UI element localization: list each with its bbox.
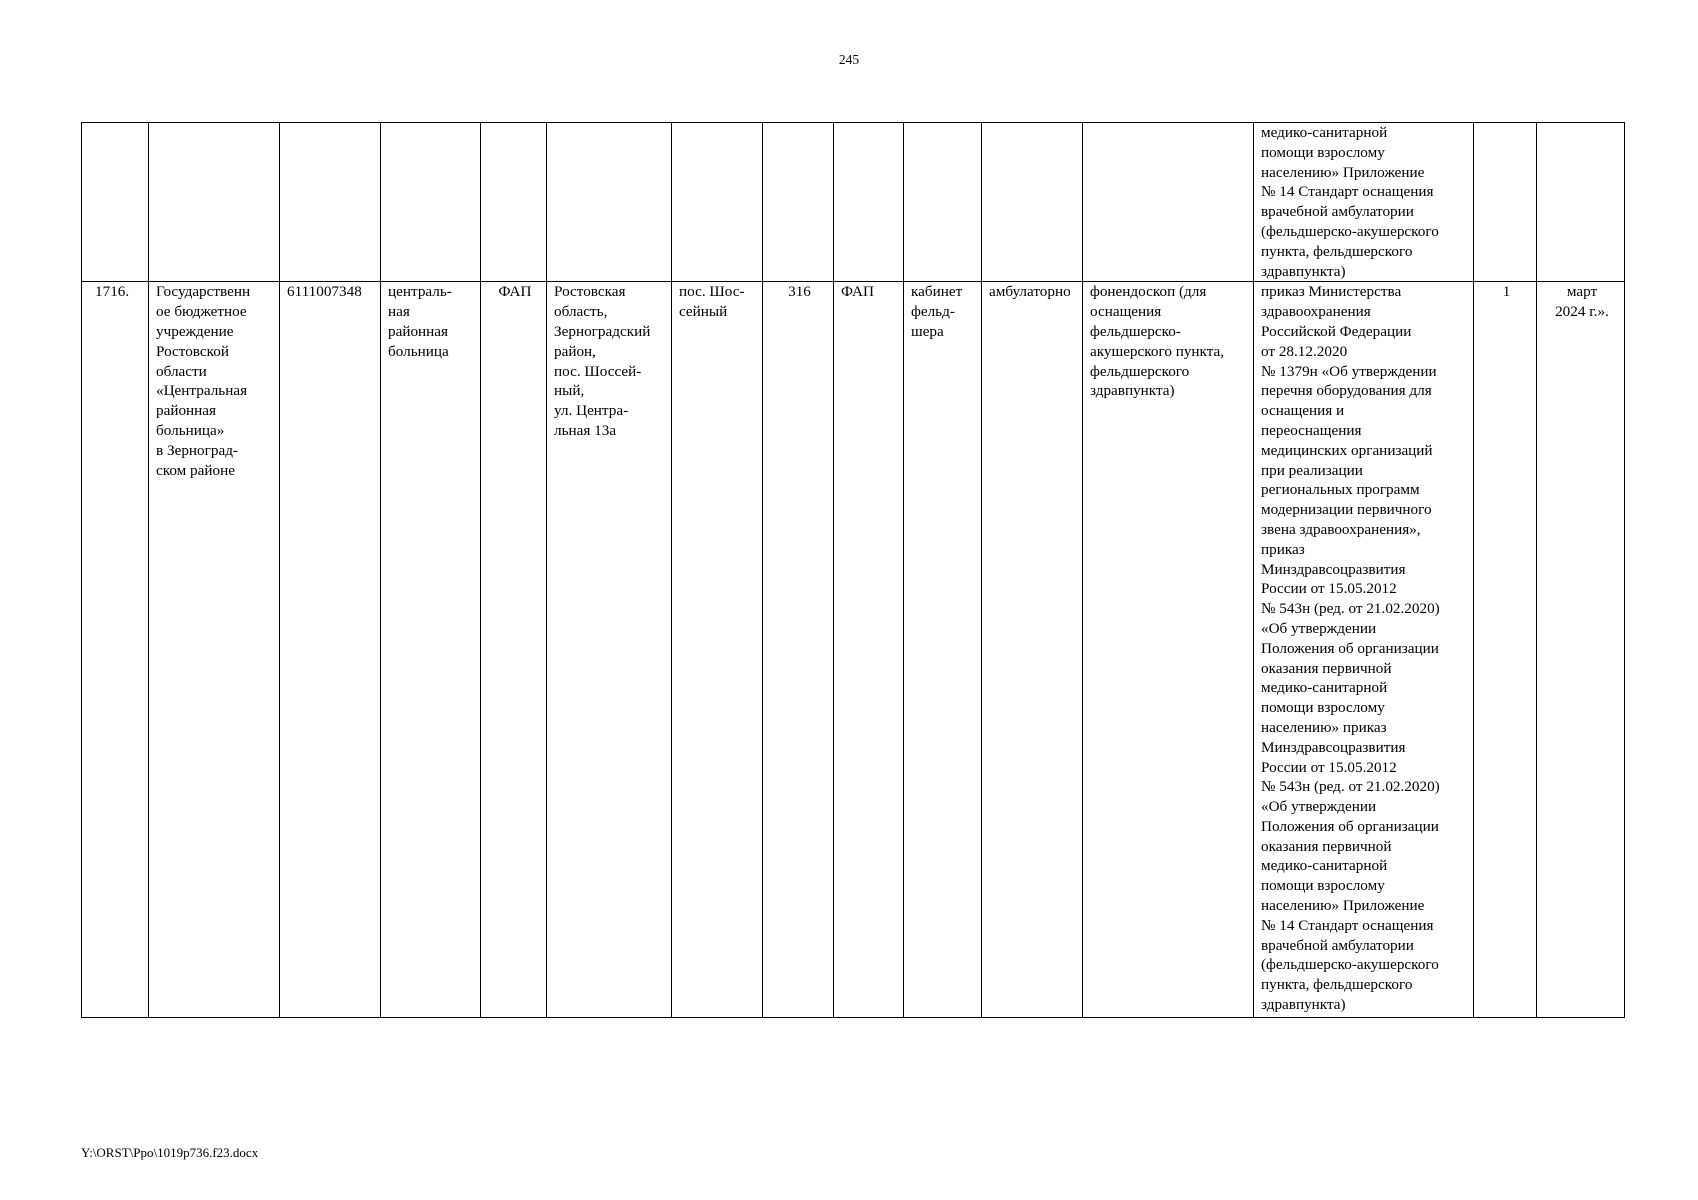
cell-unit bbox=[481, 282, 547, 1018]
cell-quantity bbox=[1474, 282, 1537, 1018]
care-form: амбулаторно bbox=[989, 283, 1071, 301]
population-value: 316 bbox=[788, 283, 811, 301]
cell-empty bbox=[763, 123, 834, 282]
cell-basis bbox=[1254, 282, 1474, 1018]
quantity-value: 1 bbox=[1502, 283, 1511, 301]
row-number: 1716. bbox=[95, 283, 130, 301]
cell-empty bbox=[834, 123, 904, 282]
settlement-name: пос. Шос- сейный bbox=[679, 283, 745, 321]
cell-equipment bbox=[1083, 282, 1254, 1018]
cell-empty bbox=[381, 123, 481, 282]
cell-empty bbox=[1474, 123, 1537, 282]
equipment-table bbox=[81, 122, 1625, 1018]
cell-empty bbox=[672, 123, 763, 282]
cell-population bbox=[763, 282, 834, 1018]
cell-basis-continued bbox=[1254, 123, 1474, 282]
cell-empty bbox=[1537, 123, 1625, 282]
cell-deadline bbox=[1537, 282, 1625, 1018]
cell-inn bbox=[280, 282, 381, 1018]
inn-value: 6111007348 bbox=[287, 283, 362, 301]
cell-room bbox=[904, 282, 982, 1018]
cell-empty bbox=[982, 123, 1083, 282]
cell-empty bbox=[82, 123, 149, 282]
deadline-value: март 2024 г.». bbox=[1555, 283, 1609, 321]
cell-empty bbox=[149, 123, 280, 282]
table-row-1716 bbox=[82, 282, 1625, 1018]
cell-organization bbox=[149, 282, 280, 1018]
page-number: 245 bbox=[838, 52, 860, 67]
cell-empty bbox=[904, 123, 982, 282]
cell-empty bbox=[280, 123, 381, 282]
table-row-continuation bbox=[82, 123, 1625, 282]
cell-row-number bbox=[82, 282, 149, 1018]
unit-name: ФАП bbox=[498, 283, 532, 301]
cell-empty bbox=[1083, 123, 1254, 282]
cell-empty bbox=[481, 123, 547, 282]
unit-type: ФАП bbox=[841, 283, 874, 301]
cell-org-type bbox=[381, 282, 481, 1018]
cell-unit-type bbox=[834, 282, 904, 1018]
footer-file-path: Y:\ORST\Ppo\1019p736.f23.docx bbox=[81, 1145, 259, 1160]
cell-empty bbox=[547, 123, 672, 282]
basis-text: приказ Министерства здравоохранения Российской Федерации от 28.12.2020 № 1379н «Об утверждении перечня оборудования для оснащения и переоснащения медицинских организаций при реализации региональных программ модернизации первичного звена здравоохранения», приказ Минздравсоцразвития России от 15.05.2012 № 543н (ред. от 21.02.2020) «Об утверждении Положения об организации оказания первичной медико-санитарной помощи взрослому населению» приказ Минздравсоцразвития России от 15.05.2012 № 543н (ред. от 21.02.2020) «Об утверждении Положения об организации оказания первичной медико-санитарной помощи взрослому населению» Приложение № 14 Стандарт оснащения врачебной амбулатории (фельдшерско-акушерского пункта, фельдшерского здравпункта) bbox=[1261, 283, 1440, 1014]
equipment-name: фонендоскоп (для оснащения фельдшерско- акушерского пункта, фельдшерского здравпункта) bbox=[1090, 283, 1225, 400]
org-type: централь- ная районная больница bbox=[388, 283, 452, 360]
room-name: кабинет фельд- шера bbox=[911, 283, 963, 340]
address-text: Ростовская область, Зерноградский район, пос. Шоссей- ный, ул. Центра- льная 13а bbox=[554, 283, 651, 439]
cell-care-form bbox=[982, 282, 1083, 1018]
basis-text-continued: медико-санитарной помощи взрослому населению» Приложение № 14 Стандарт оснащения врачебной амбулатории (фельдшерско-акушерского пункта, фельдшерского здравпункта) bbox=[1261, 124, 1439, 280]
organization-name: Государственн ое бюджетное учреждение Ростовской области «Центральная районная больница» в Зерноград- ском районе bbox=[156, 283, 251, 479]
cell-settlement bbox=[672, 282, 763, 1018]
cell-address bbox=[547, 282, 672, 1018]
